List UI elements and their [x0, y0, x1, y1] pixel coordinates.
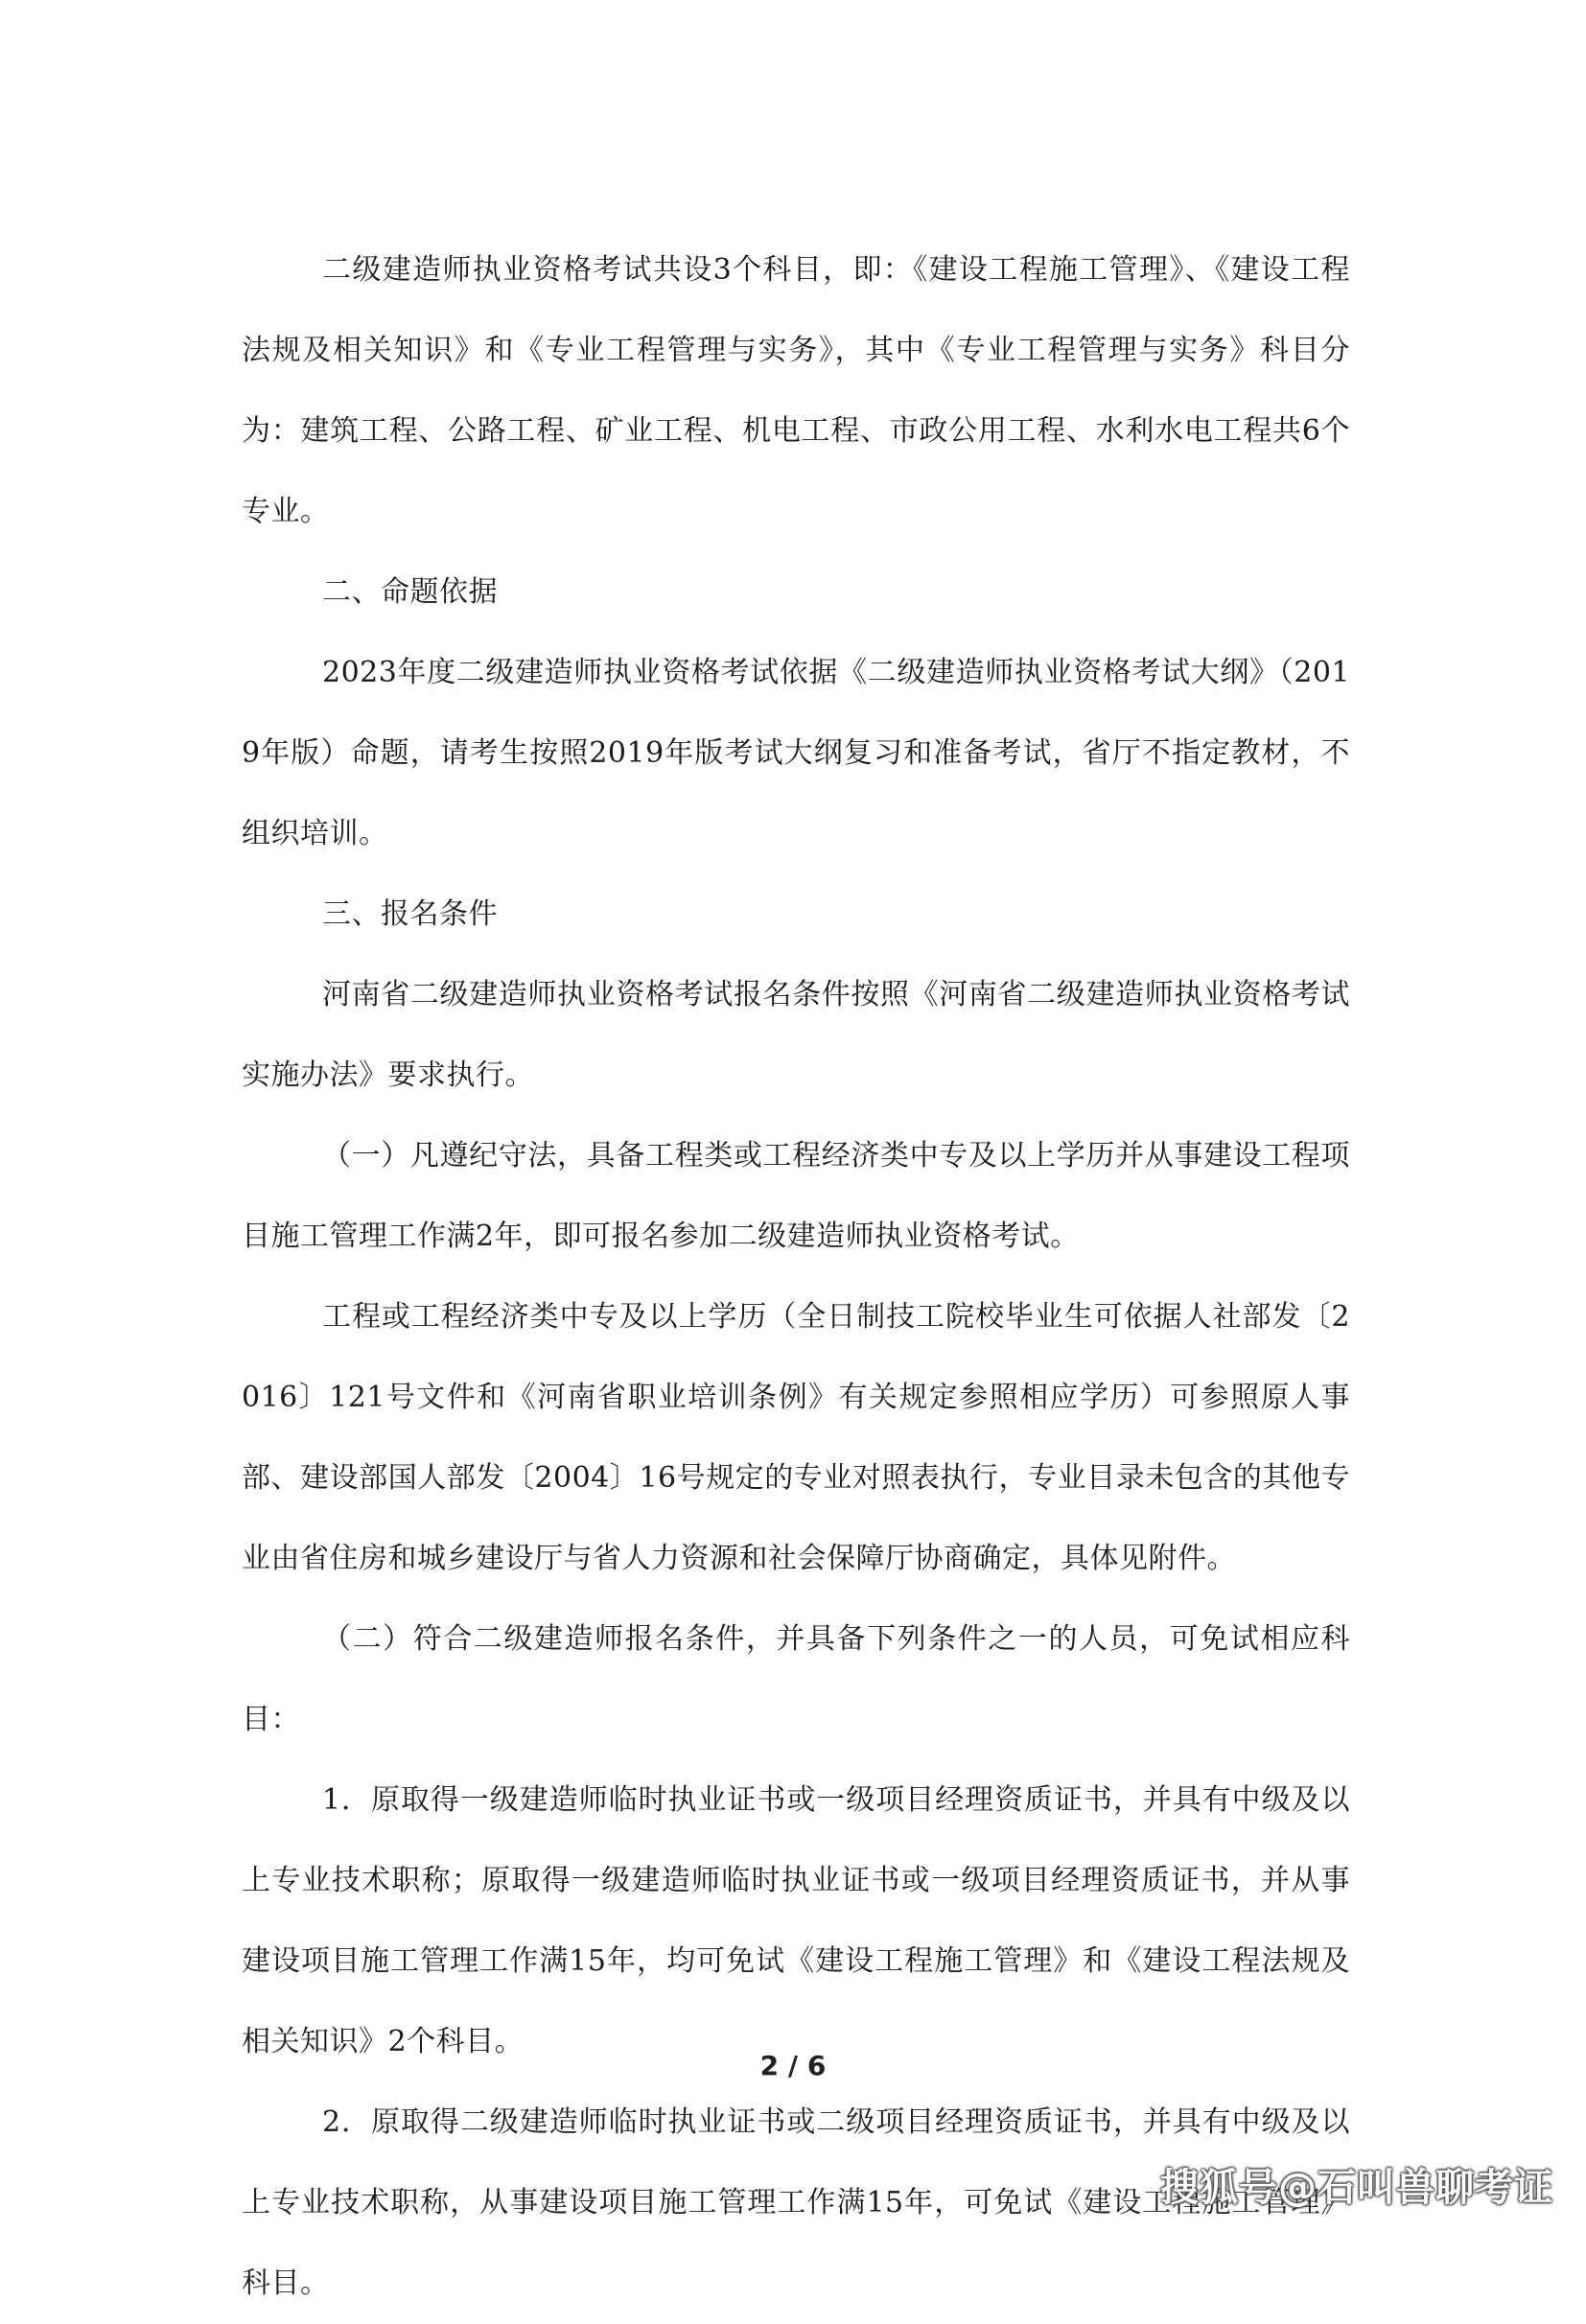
paragraph-education-equivalence: 工程或工程经济类中专及以上学历（全日制技工院校毕业生可依据人社部发〔2016〕121号文件和《河南省职业培训条例》有关规定参照相应学历）可参照原人事部、建设部国人部发〔2004〕16号规定的专业对照表执行，专业目录未包含的其他专业由省住房和城乡建设厅与省人力资源和社会保障厅协商确定，具体见附件。: [242, 1300, 1350, 1575]
paragraph-exemption-one: 1．原取得一级建造师临时执业证书或一级项目经理资质证书，并具有中级及以上专业技术职称；原取得一级建造师临时执业证书或一级项目经理资质证书，并从事建设项目施工管理工作满15年，均可免试《建设工程施工管理》和《建设工程法规及相关知识》2个科目。: [242, 1783, 1350, 2058]
paragraph-registration-rules: 河南省二级建造师执业资格考试报名条件按照《河南省二级建造师执业资格考试实施办法》要求执行。: [242, 978, 1350, 1092]
page-number: 2 / 6: [759, 2050, 827, 2081]
watermark: 搜狐号@石叫兽聊考证: [1160, 2166, 1553, 2210]
paragraph-condition-two: （二）符合二级建造师报名条件，并具备下列条件之一的人员，可免试相应科目：: [242, 1622, 1350, 1736]
document-body: [242, 230, 1350, 2324]
paragraph-exemption-two: 2．原取得二级建造师临时执业证书或二级项目经理资质证书，并具有中级及以上专业技术职称，从事建设项目施工管理工作满15年，可免试《建设工程施工管理》科目。: [242, 2105, 1350, 2300]
heading-registration-conditions: 三、报名条件: [322, 897, 498, 931]
paragraph-exam-basis: 2023年度二级建造师执业资格考试依据《二级建造师执业资格考试大纲》（2019年版）命题，请考生按照2019年版考试大纲复习和准备考试，省厅不指定教材，不组织培训。: [242, 656, 1350, 850]
heading-exam-basis: 二、命题依据: [322, 575, 498, 609]
paragraph-exam-subjects: 二级建造师执业资格考试共设3个科目，即：《建设工程施工管理》、《建设工程法规及相关知识》和《专业工程管理与实务》，其中《专业工程管理与实务》科目分为：建筑工程、公路工程、矿业工程、机电工程、市政公用工程、水利水电工程共6个专业。: [242, 253, 1350, 528]
paragraph-condition-one: （一）凡遵纪守法，具备工程类或工程经济类中专及以上学历并从事建设工程项目施工管理工作满2年，即可报名参加二级建造师执业资格考试。: [242, 1139, 1350, 1253]
